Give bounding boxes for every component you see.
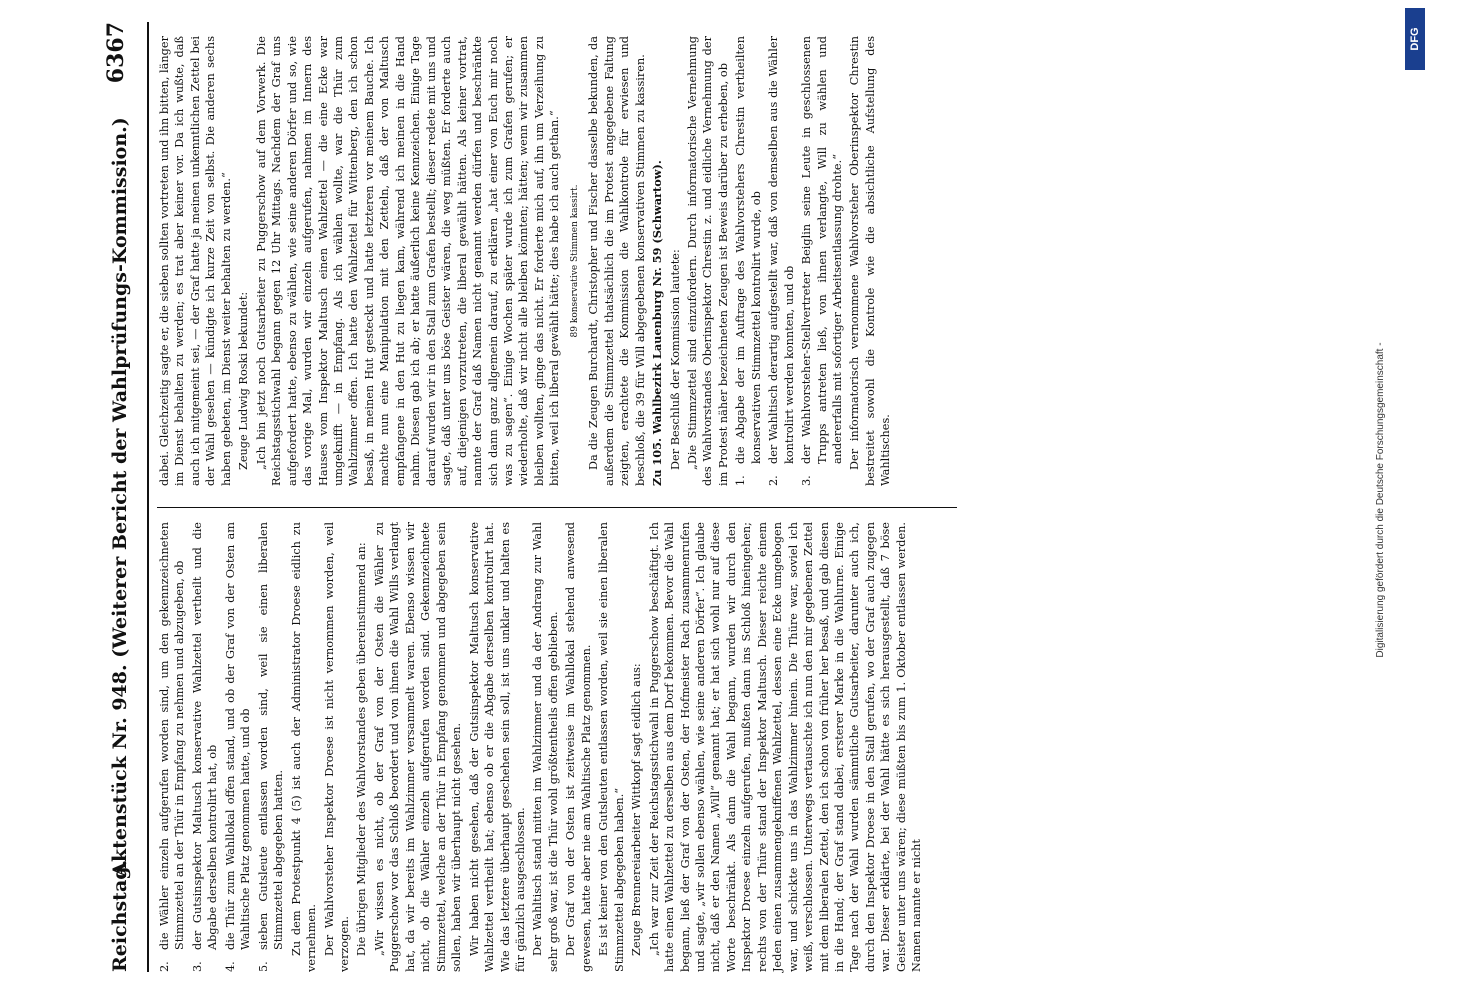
left-column xyxy=(157,522,957,972)
list-item: 4. die Thür zum Wahllokal offen stand, und ob der Graf von der Osten am Wahltische Platz genommen hatte, und ob xyxy=(223,522,253,972)
list-item: 1. die Abgabe der im Auftrage des Wahlvorstehers Chrestin vertheilten konservativen Stimmzettel kontrolirt wurde, ob xyxy=(734,36,763,486)
paragraph: Es ist keiner von den Gutsleuten entlassen worden, weil sie einen liberalen Stimmzettel abgegeben haben.“ xyxy=(597,522,626,972)
paragraph: „Wir wissen es nicht, ob der Graf von der Osten die Wähler zu Puggerschow vor das Schloß beordert und von ihnen die Wahl Wills verlangt hat, da wir bereits im Wahlzimmer versammelt waren. Ebenso wissen wir nicht, ob die Wähler einzeln aufgerufen worden sind. Gekennzeichnete Stimmzettel, welche an der Thür in Empfang genommen und abgegeben sein sollen, haben wir überhaupt nicht gesehen. xyxy=(372,522,464,972)
dfg-logo: DFG xyxy=(1405,8,1425,70)
list-item: 3. der Wahlvorsteher-Stellvertreter Beiglin seine Leute in geschlossenen Trupps antreten ließ, von ihnen verlangte, Will zu wählen und andererfalls mit sofortiger Arbeitsentlassung drohte.“ xyxy=(800,36,845,486)
page-number: 6367 xyxy=(103,22,129,84)
right-column xyxy=(157,36,957,486)
paragraph: Zeuge Ludwig Roski bekundet: xyxy=(237,291,251,470)
paragraph: dabei. Gleichzeitig sagte er, die sieben sollten vortreten und ihn bitten, länger im Dienst behalten zu werden; es trat aber keiner vor. Da ich wußte, daß auch ich mitgemeint sei, — der Graf hatte ja meinen unkenntlichen Zettel bei der Wahl gesehen — kündigte ich kurze Zeit von selbst. Die anderen sechs haben gebeten, im Dienst weiter behalten zu werden.“ xyxy=(158,36,233,486)
page-header xyxy=(103,22,145,972)
digitization-note: Digitalisierung gefördert durch die Deutsche Forschungsgemeinschaft - xyxy=(1375,342,1386,658)
document-page xyxy=(85,0,1482,1000)
paragraph: Da die Zeugen Burchardt, Christopher und Fischer dasselbe bekunden, da außerdem die Stimmzettel thatsächlich die im Protest angegebene Faltung zeigten, erachtete die Kommission die Wahlkontrole für erwiesen und beschloß, die 39 für Will abgegebenen konservativen Stimmen zu kassiren. xyxy=(587,36,647,486)
column-divider xyxy=(157,507,957,508)
paragraph: Zu dem Protestpunkt 4 (5) ist auch der Administrator Droese eidlich zu vernehmen. xyxy=(289,522,319,972)
list-item: 2. der Wahltisch derartig aufgestellt war, daß von demselben aus die Wähler kontrolirt werden konnten, und ob xyxy=(767,36,796,486)
paragraph: Der Beschluß der Kommission lautete: xyxy=(668,249,682,470)
list-item: 5. sieben Gutsleute entlassen worden sind, weil sie einen liberalen Stimmzettel abgegeben hatten. xyxy=(256,522,286,972)
header-left: Reichstag. xyxy=(109,859,131,972)
header-title: Aktenstück Nr. 948. (Weiterer Bericht der Wahlprüfungs-Kommission.) xyxy=(109,117,131,877)
paragraph: Der Wahltisch stand mitten im Wahlzimmer und da der Andrang zur Wahl sehr groß war, ist die Thür wohl größtentheils offen geblieben. xyxy=(531,522,560,972)
list-item: 3. der Gutsinspektor Maltusch konservative Wahlzettel vertheilt und die Abgabe derselben kontrolirt hat, ob xyxy=(190,522,220,972)
paragraph: Der Wahlvorsteher Inspektor Droese ist nicht vernommen worden, weil verzogen. xyxy=(322,522,351,972)
paragraph: Wir haben nicht gesehen, daß der Gutsinspektor Maltusch konservative Wahlzettel vertheilt hat; ebenso ob er die Abgabe derselben kontrolirt hat. Wie das letztere überhaupt geschehen sein soll, ist uns unklar und halten es für gänzlich ausgeschlossen. xyxy=(467,522,527,972)
paragraph: „Die Stimmzettel sind einzufordern. Durch informatorische Vernehmung des Wahlvorstandes Oberinspektor Chrestin z. und eidliche Vernehmung der im Protest näher bezeichneten Zeugen ist Beweis darüber zu erheben, ob xyxy=(685,36,730,486)
paragraph: „Ich bin jetzt noch Gutsarbeiter zu Puggerschow auf dem Vorwerk. Die Reichstagsstichwahl begann gegen 12 Uhr Mittags. Nachdem der Graf uns aufgefordert hatte, ebenso zu wählen, wie seine anderen Dörfer und so, wie das vorige Mal, wurden wir einzeln aufgerufen, nahmen im Innern des Hauses vom Inspektor Maltusch einen Wahlzettel — die eine Ecke war umgeknifft — in Empfang. Als ich wählen wollte, war die Thür zum Wahlzimmer offen. Ich hatte den Wahlzettel für Wittenberg, den ich schon besaß, in meinen Hut gesteckt und hatte letzteren vor meinem Bauche. Ich machte nun eine Manipulation mit den Zetteln, daß der von Maltusch empfangene in den Hut zu liegen kam, während ich meinen in die Hand nahm. Diesen gab ich ab; er hatte äußerlich keine Kennzeichen. Einige Tage darauf wurden wir in den Stall zum Grafen bestellt; dieser redete mit uns und sagte, daß unter uns böse Geister wären, die weg müßten. Er forderte auch auf, diejenigen vorzutreten, die liberal gewählt hätten. Als keiner vortrat, nannte der Graf daß Namen nicht genannt werden dürfen und beschränkte sich dann ganz allgemein darauf, zu erklären „hat einer von Euch mir noch was zu sagen“. Einige Wochen später wurde ich zum Grafen gerufen; er wiederholte, daß wir nicht alle bleiben könnten; hätten; wenn wir zusammen bleiben wollten, ginge das nicht. Er forderte mich auf, ihn um Verzeihung zu bitten, weil ich liberal gewählt hätte; dies habe ich auch gethan.“ xyxy=(254,36,562,486)
paragraph: „Ich war zur Zeit der Reichstagsstichwahl in Puggerschow beschäftigt. Ich hatte einen Wahlzettel zu derselben aus dem Dorf bekommen. Bevor die Wahl begann, ließ der Graf von der Osten, der Hofmeister Rach zusammenrufen und sagte, „wir sollen ebenso wählen, wie seine anderen Dörfer“. Ich glaube nicht, daß er den Namen „Will“ genannt hat; er hat sich wohl nur auf diese Worte beschränkt. Als dann die Wahl begann, wurden wir durch den Inspektor Droese einzeln aufgerufen, mußten dann ins Schloß hineingehen; rechts von der Thüre stand der Inspektor Maltusch. Dieser reichte einem Jeden einen zusammengekniffenen Wahlzettel, dessen eine Ecke umgebogen war, und schickte uns in das Wahlzimmer hinein. Die Thüre war, soviel ich weiß, verschlossen. Unterwegs vertauschte ich nun den mir gegebenen Zettel mit dem liberalen Zettel, den ich schon von früher her besaß, und gab diesen in die Hand; der Graf stand dabei, ersterer Marke in die Wahlurne. Einige Tage nach der Wahl wurden sämmtliche Gutsarbeiter, darunter auch ich, durch den Inspektor Droese in den Stall gerufen, wo der Graf auch zugegen war. Dieser erklärte, bei der Wahl hätte es sich herausgestellt, daß 7 böse Geister unter uns wären; diese müßten bis zum 1. Oktober entlassen werden. Namen nannte er nicht xyxy=(647,522,924,972)
list-item: 2. die Wähler einzeln aufgerufen worden sind, um den gekennzeichneten Stimmzettel an der Thür in Empfang zu nehmen und abzugeben, ob xyxy=(158,522,187,972)
paragraph: Der Graf von der Osten ist zeitweise im Wahllokal stehend anwesend gewesen, hatte aber nie am Wahltische Platz genommen. xyxy=(564,522,593,972)
section-heading: Zu 105. Wahlbezirk Lauenburg Nr. 59 (Schwartow). xyxy=(650,160,665,486)
margin-note: 89 konservative Stimmen kassirt. xyxy=(569,184,580,338)
paragraph: Die übrigen Mitglieder des Wahlvorstandes geben übereinstimmend an: xyxy=(355,542,369,956)
paragraph: Der informatorisch vernommene Wahlvorsteher Oberinspektor Chrestin bestreitet sowohl die Kontrole wie die absichtliche Aufstellung des Wahltisches. xyxy=(848,36,893,486)
header-rule xyxy=(147,22,149,972)
paragraph: Zeuge Brennereiarbeiter Wittkopf sagt eidlich aus: xyxy=(630,663,644,956)
